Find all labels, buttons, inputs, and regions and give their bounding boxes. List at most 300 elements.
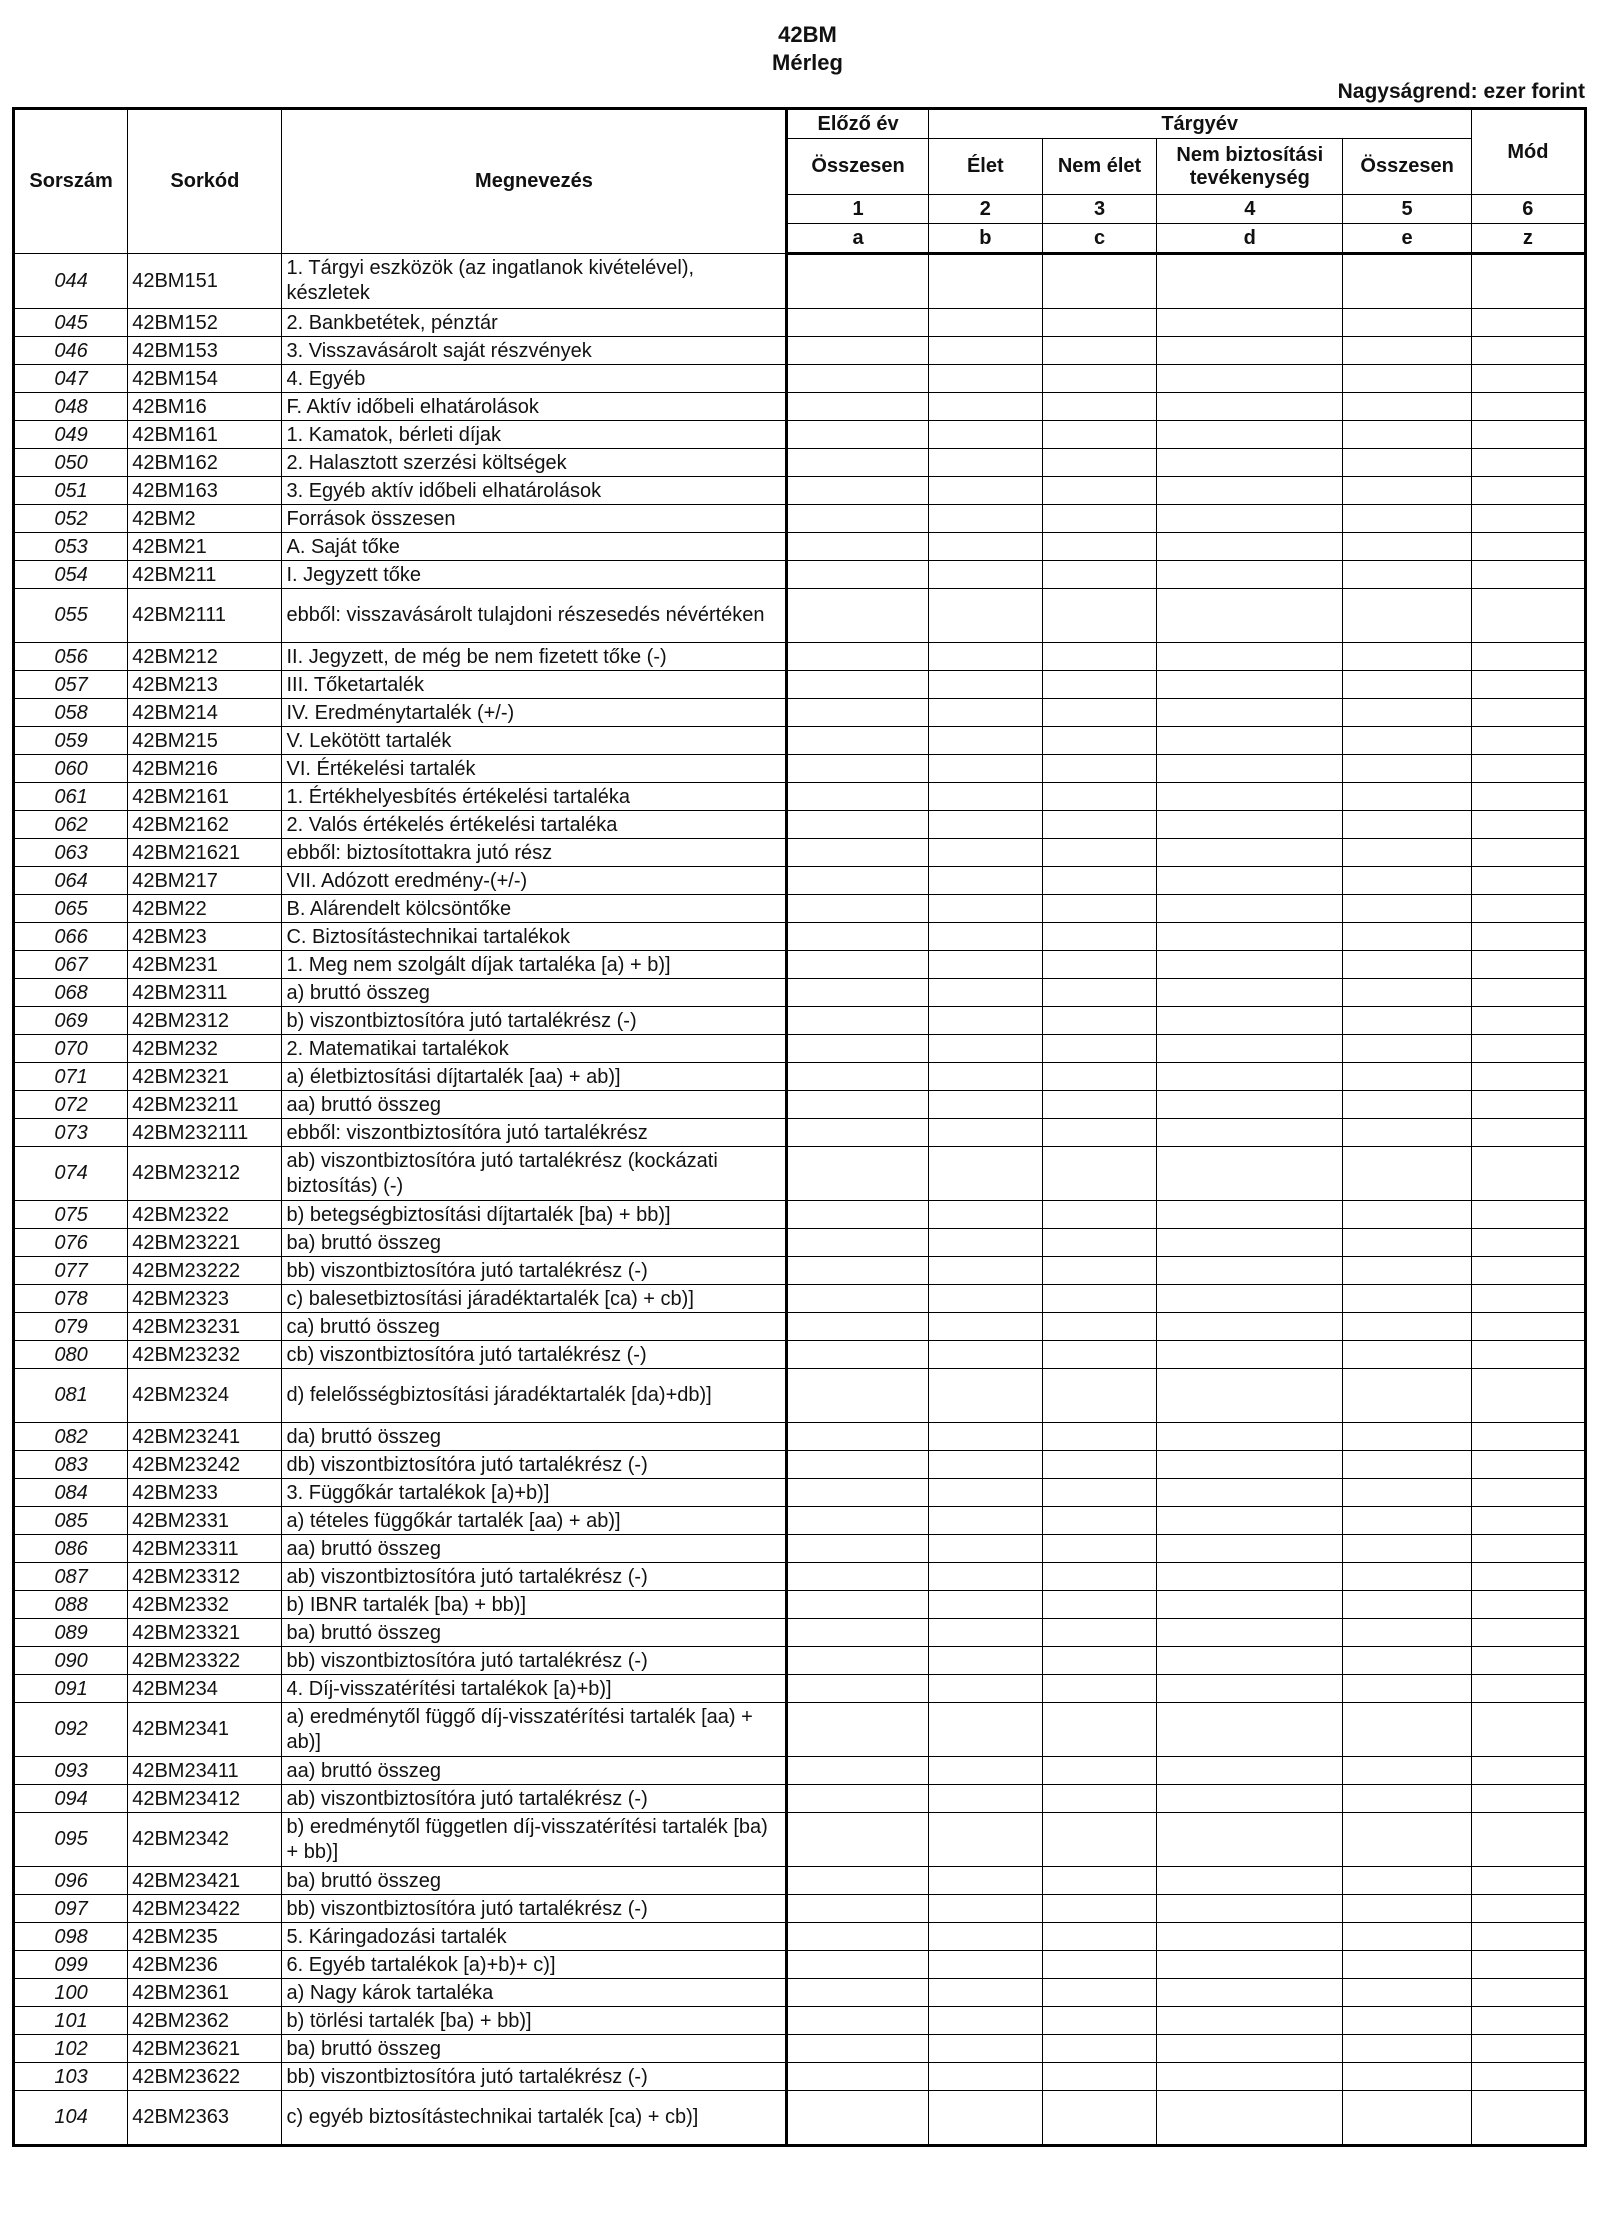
nem-elet-cell[interactable] <box>1042 923 1156 951</box>
cur-osszesen-cell[interactable] <box>1343 1757 1471 1785</box>
nem-bizt-cell[interactable] <box>1157 699 1343 727</box>
mod-cell[interactable] <box>1471 589 1585 643</box>
nem-bizt-cell[interactable] <box>1157 1675 1343 1703</box>
cur-osszesen-cell[interactable] <box>1343 1285 1471 1313</box>
prev-osszesen-cell[interactable] <box>787 1785 928 1813</box>
prev-osszesen-cell[interactable] <box>787 477 928 505</box>
elet-cell[interactable] <box>928 1619 1042 1647</box>
cur-osszesen-cell[interactable] <box>1343 2007 1471 2035</box>
prev-osszesen-cell[interactable] <box>787 1451 928 1479</box>
nem-elet-cell[interactable] <box>1042 1563 1156 1591</box>
prev-osszesen-cell[interactable] <box>787 393 928 421</box>
nem-elet-cell[interactable] <box>1042 1035 1156 1063</box>
nem-elet-cell[interactable] <box>1042 1951 1156 1979</box>
prev-osszesen-cell[interactable] <box>787 783 928 811</box>
mod-cell[interactable] <box>1471 1923 1585 1951</box>
cur-osszesen-cell[interactable] <box>1343 309 1471 337</box>
nem-bizt-cell[interactable] <box>1157 1119 1343 1147</box>
nem-elet-cell[interactable] <box>1042 589 1156 643</box>
prev-osszesen-cell[interactable] <box>787 505 928 533</box>
nem-elet-cell[interactable] <box>1042 671 1156 699</box>
prev-osszesen-cell[interactable] <box>787 1675 928 1703</box>
mod-cell[interactable] <box>1471 1591 1585 1619</box>
mod-cell[interactable] <box>1471 533 1585 561</box>
nem-bizt-cell[interactable] <box>1157 783 1343 811</box>
prev-osszesen-cell[interactable] <box>787 533 928 561</box>
mod-cell[interactable] <box>1471 365 1585 393</box>
mod-cell[interactable] <box>1471 1007 1585 1035</box>
mod-cell[interactable] <box>1471 477 1585 505</box>
elet-cell[interactable] <box>928 1091 1042 1119</box>
elet-cell[interactable] <box>928 561 1042 589</box>
cur-osszesen-cell[interactable] <box>1343 699 1471 727</box>
mod-cell[interactable] <box>1471 1895 1585 1923</box>
nem-elet-cell[interactable] <box>1042 2007 1156 2035</box>
prev-osszesen-cell[interactable] <box>787 979 928 1007</box>
nem-elet-cell[interactable] <box>1042 839 1156 867</box>
elet-cell[interactable] <box>928 839 1042 867</box>
cur-osszesen-cell[interactable] <box>1343 1369 1471 1423</box>
mod-cell[interactable] <box>1471 867 1585 895</box>
nem-bizt-cell[interactable] <box>1157 365 1343 393</box>
prev-osszesen-cell[interactable] <box>787 1035 928 1063</box>
mod-cell[interactable] <box>1471 1147 1585 1201</box>
prev-osszesen-cell[interactable] <box>787 1647 928 1675</box>
elet-cell[interactable] <box>928 337 1042 365</box>
mod-cell[interactable] <box>1471 1285 1585 1313</box>
prev-osszesen-cell[interactable] <box>787 699 928 727</box>
nem-elet-cell[interactable] <box>1042 1147 1156 1201</box>
prev-osszesen-cell[interactable] <box>787 1007 928 1035</box>
nem-elet-cell[interactable] <box>1042 449 1156 477</box>
prev-osszesen-cell[interactable] <box>787 895 928 923</box>
cur-osszesen-cell[interactable] <box>1343 1035 1471 1063</box>
nem-elet-cell[interactable] <box>1042 867 1156 895</box>
cur-osszesen-cell[interactable] <box>1343 254 1471 309</box>
cur-osszesen-cell[interactable] <box>1343 1563 1471 1591</box>
nem-bizt-cell[interactable] <box>1157 2035 1343 2063</box>
prev-osszesen-cell[interactable] <box>787 1895 928 1923</box>
elet-cell[interactable] <box>928 477 1042 505</box>
prev-osszesen-cell[interactable] <box>787 1757 928 1785</box>
elet-cell[interactable] <box>928 1369 1042 1423</box>
nem-bizt-cell[interactable] <box>1157 1035 1343 1063</box>
mod-cell[interactable] <box>1471 1229 1585 1257</box>
cur-osszesen-cell[interactable] <box>1343 811 1471 839</box>
prev-osszesen-cell[interactable] <box>787 951 928 979</box>
prev-osszesen-cell[interactable] <box>787 2091 928 2146</box>
mod-cell[interactable] <box>1471 2091 1585 2146</box>
prev-osszesen-cell[interactable] <box>787 1369 928 1423</box>
mod-cell[interactable] <box>1471 1813 1585 1867</box>
mod-cell[interactable] <box>1471 1619 1585 1647</box>
mod-cell[interactable] <box>1471 505 1585 533</box>
mod-cell[interactable] <box>1471 309 1585 337</box>
nem-elet-cell[interactable] <box>1042 1647 1156 1675</box>
cur-osszesen-cell[interactable] <box>1343 1007 1471 1035</box>
nem-bizt-cell[interactable] <box>1157 393 1343 421</box>
nem-elet-cell[interactable] <box>1042 505 1156 533</box>
nem-bizt-cell[interactable] <box>1157 1507 1343 1535</box>
elet-cell[interactable] <box>928 1451 1042 1479</box>
nem-bizt-cell[interactable] <box>1157 1619 1343 1647</box>
mod-cell[interactable] <box>1471 2035 1585 2063</box>
prev-osszesen-cell[interactable] <box>787 2007 928 2035</box>
nem-elet-cell[interactable] <box>1042 1285 1156 1313</box>
nem-bizt-cell[interactable] <box>1157 1785 1343 1813</box>
nem-elet-cell[interactable] <box>1042 1257 1156 1285</box>
mod-cell[interactable] <box>1471 1647 1585 1675</box>
prev-osszesen-cell[interactable] <box>787 1091 928 1119</box>
cur-osszesen-cell[interactable] <box>1343 1063 1471 1091</box>
mod-cell[interactable] <box>1471 811 1585 839</box>
nem-elet-cell[interactable] <box>1042 1313 1156 1341</box>
prev-osszesen-cell[interactable] <box>787 1591 928 1619</box>
nem-bizt-cell[interactable] <box>1157 533 1343 561</box>
elet-cell[interactable] <box>928 589 1042 643</box>
cur-osszesen-cell[interactable] <box>1343 895 1471 923</box>
nem-bizt-cell[interactable] <box>1157 811 1343 839</box>
prev-osszesen-cell[interactable] <box>787 1923 928 1951</box>
mod-cell[interactable] <box>1471 254 1585 309</box>
elet-cell[interactable] <box>928 1895 1042 1923</box>
prev-osszesen-cell[interactable] <box>787 1313 928 1341</box>
elet-cell[interactable] <box>928 505 1042 533</box>
elet-cell[interactable] <box>928 1785 1042 1813</box>
elet-cell[interactable] <box>928 2091 1042 2146</box>
nem-bizt-cell[interactable] <box>1157 1451 1343 1479</box>
nem-bizt-cell[interactable] <box>1157 254 1343 309</box>
elet-cell[interactable] <box>928 533 1042 561</box>
nem-bizt-cell[interactable] <box>1157 643 1343 671</box>
elet-cell[interactable] <box>928 449 1042 477</box>
nem-elet-cell[interactable] <box>1042 811 1156 839</box>
cur-osszesen-cell[interactable] <box>1343 2091 1471 2146</box>
nem-bizt-cell[interactable] <box>1157 839 1343 867</box>
cur-osszesen-cell[interactable] <box>1343 951 1471 979</box>
elet-cell[interactable] <box>928 393 1042 421</box>
mod-cell[interactable] <box>1471 951 1585 979</box>
nem-bizt-cell[interactable] <box>1157 1563 1343 1591</box>
prev-osszesen-cell[interactable] <box>787 839 928 867</box>
elet-cell[interactable] <box>928 923 1042 951</box>
nem-elet-cell[interactable] <box>1042 1675 1156 1703</box>
cur-osszesen-cell[interactable] <box>1343 1423 1471 1451</box>
cur-osszesen-cell[interactable] <box>1343 1201 1471 1229</box>
prev-osszesen-cell[interactable] <box>787 1285 928 1313</box>
nem-bizt-cell[interactable] <box>1157 923 1343 951</box>
prev-osszesen-cell[interactable] <box>787 727 928 755</box>
nem-elet-cell[interactable] <box>1042 1703 1156 1757</box>
cur-osszesen-cell[interactable] <box>1343 1591 1471 1619</box>
mod-cell[interactable] <box>1471 1951 1585 1979</box>
prev-osszesen-cell[interactable] <box>787 449 928 477</box>
prev-osszesen-cell[interactable] <box>787 1063 928 1091</box>
cur-osszesen-cell[interactable] <box>1343 533 1471 561</box>
prev-osszesen-cell[interactable] <box>787 755 928 783</box>
mod-cell[interactable] <box>1471 1507 1585 1535</box>
nem-elet-cell[interactable] <box>1042 643 1156 671</box>
nem-bizt-cell[interactable] <box>1157 1895 1343 1923</box>
mod-cell[interactable] <box>1471 1979 1585 2007</box>
elet-cell[interactable] <box>928 1257 1042 1285</box>
prev-osszesen-cell[interactable] <box>787 1201 928 1229</box>
cur-osszesen-cell[interactable] <box>1343 449 1471 477</box>
cur-osszesen-cell[interactable] <box>1343 979 1471 1007</box>
cur-osszesen-cell[interactable] <box>1343 337 1471 365</box>
elet-cell[interactable] <box>928 1479 1042 1507</box>
mod-cell[interactable] <box>1471 2063 1585 2091</box>
mod-cell[interactable] <box>1471 783 1585 811</box>
nem-elet-cell[interactable] <box>1042 254 1156 309</box>
mod-cell[interactable] <box>1471 1757 1585 1785</box>
nem-bizt-cell[interactable] <box>1157 1591 1343 1619</box>
nem-elet-cell[interactable] <box>1042 561 1156 589</box>
cur-osszesen-cell[interactable] <box>1343 1257 1471 1285</box>
cur-osszesen-cell[interactable] <box>1343 561 1471 589</box>
prev-osszesen-cell[interactable] <box>787 589 928 643</box>
nem-elet-cell[interactable] <box>1042 1229 1156 1257</box>
nem-bizt-cell[interactable] <box>1157 671 1343 699</box>
nem-bizt-cell[interactable] <box>1157 979 1343 1007</box>
nem-bizt-cell[interactable] <box>1157 1979 1343 2007</box>
prev-osszesen-cell[interactable] <box>787 1119 928 1147</box>
prev-osszesen-cell[interactable] <box>787 365 928 393</box>
elet-cell[interactable] <box>928 1201 1042 1229</box>
elet-cell[interactable] <box>928 1007 1042 1035</box>
prev-osszesen-cell[interactable] <box>787 811 928 839</box>
nem-bizt-cell[interactable] <box>1157 727 1343 755</box>
nem-elet-cell[interactable] <box>1042 1535 1156 1563</box>
nem-elet-cell[interactable] <box>1042 477 1156 505</box>
prev-osszesen-cell[interactable] <box>787 2035 928 2063</box>
mod-cell[interactable] <box>1471 1563 1585 1591</box>
nem-bizt-cell[interactable] <box>1157 1229 1343 1257</box>
mod-cell[interactable] <box>1471 643 1585 671</box>
cur-osszesen-cell[interactable] <box>1343 1951 1471 1979</box>
cur-osszesen-cell[interactable] <box>1343 727 1471 755</box>
nem-bizt-cell[interactable] <box>1157 1341 1343 1369</box>
elet-cell[interactable] <box>928 951 1042 979</box>
mod-cell[interactable] <box>1471 699 1585 727</box>
cur-osszesen-cell[interactable] <box>1343 1867 1471 1895</box>
elet-cell[interactable] <box>928 1341 1042 1369</box>
elet-cell[interactable] <box>928 365 1042 393</box>
nem-elet-cell[interactable] <box>1042 365 1156 393</box>
nem-elet-cell[interactable] <box>1042 1619 1156 1647</box>
prev-osszesen-cell[interactable] <box>787 1979 928 2007</box>
nem-elet-cell[interactable] <box>1042 1813 1156 1867</box>
prev-osszesen-cell[interactable] <box>787 1479 928 1507</box>
elet-cell[interactable] <box>928 2035 1042 2063</box>
nem-bizt-cell[interactable] <box>1157 1147 1343 1201</box>
mod-cell[interactable] <box>1471 1867 1585 1895</box>
nem-elet-cell[interactable] <box>1042 2035 1156 2063</box>
prev-osszesen-cell[interactable] <box>787 867 928 895</box>
mod-cell[interactable] <box>1471 421 1585 449</box>
nem-elet-cell[interactable] <box>1042 1785 1156 1813</box>
prev-osszesen-cell[interactable] <box>787 561 928 589</box>
mod-cell[interactable] <box>1471 2007 1585 2035</box>
cur-osszesen-cell[interactable] <box>1343 755 1471 783</box>
cur-osszesen-cell[interactable] <box>1343 1619 1471 1647</box>
cur-osszesen-cell[interactable] <box>1343 365 1471 393</box>
elet-cell[interactable] <box>928 1757 1042 1785</box>
prev-osszesen-cell[interactable] <box>787 1813 928 1867</box>
mod-cell[interactable] <box>1471 979 1585 1007</box>
nem-bizt-cell[interactable] <box>1157 1757 1343 1785</box>
nem-elet-cell[interactable] <box>1042 1369 1156 1423</box>
elet-cell[interactable] <box>928 1229 1042 1257</box>
prev-osszesen-cell[interactable] <box>787 1535 928 1563</box>
mod-cell[interactable] <box>1471 1091 1585 1119</box>
nem-bizt-cell[interactable] <box>1157 1423 1343 1451</box>
nem-bizt-cell[interactable] <box>1157 2007 1343 2035</box>
prev-osszesen-cell[interactable] <box>787 1507 928 1535</box>
cur-osszesen-cell[interactable] <box>1343 1091 1471 1119</box>
mod-cell[interactable] <box>1471 1785 1585 1813</box>
elet-cell[interactable] <box>928 1979 1042 2007</box>
prev-osszesen-cell[interactable] <box>787 1703 928 1757</box>
cur-osszesen-cell[interactable] <box>1343 1813 1471 1867</box>
cur-osszesen-cell[interactable] <box>1343 1451 1471 1479</box>
elet-cell[interactable] <box>928 867 1042 895</box>
mod-cell[interactable] <box>1471 1341 1585 1369</box>
nem-bizt-cell[interactable] <box>1157 895 1343 923</box>
elet-cell[interactable] <box>928 1147 1042 1201</box>
elet-cell[interactable] <box>928 1867 1042 1895</box>
nem-elet-cell[interactable] <box>1042 895 1156 923</box>
prev-osszesen-cell[interactable] <box>787 2063 928 2091</box>
elet-cell[interactable] <box>928 1813 1042 1867</box>
elet-cell[interactable] <box>928 1563 1042 1591</box>
nem-bizt-cell[interactable] <box>1157 1479 1343 1507</box>
cur-osszesen-cell[interactable] <box>1343 2035 1471 2063</box>
nem-elet-cell[interactable] <box>1042 421 1156 449</box>
mod-cell[interactable] <box>1471 1535 1585 1563</box>
cur-osszesen-cell[interactable] <box>1343 839 1471 867</box>
cur-osszesen-cell[interactable] <box>1343 1923 1471 1951</box>
cur-osszesen-cell[interactable] <box>1343 1507 1471 1535</box>
prev-osszesen-cell[interactable] <box>787 1619 928 1647</box>
mod-cell[interactable] <box>1471 1703 1585 1757</box>
mod-cell[interactable] <box>1471 1035 1585 1063</box>
prev-osszesen-cell[interactable] <box>787 923 928 951</box>
nem-bizt-cell[interactable] <box>1157 1201 1343 1229</box>
cur-osszesen-cell[interactable] <box>1343 1535 1471 1563</box>
mod-cell[interactable] <box>1471 839 1585 867</box>
nem-elet-cell[interactable] <box>1042 783 1156 811</box>
cur-osszesen-cell[interactable] <box>1343 1479 1471 1507</box>
nem-bizt-cell[interactable] <box>1157 309 1343 337</box>
mod-cell[interactable] <box>1471 1479 1585 1507</box>
mod-cell[interactable] <box>1471 1063 1585 1091</box>
nem-bizt-cell[interactable] <box>1157 951 1343 979</box>
elet-cell[interactable] <box>928 1923 1042 1951</box>
prev-osszesen-cell[interactable] <box>787 254 928 309</box>
nem-bizt-cell[interactable] <box>1157 1285 1343 1313</box>
elet-cell[interactable] <box>928 1507 1042 1535</box>
prev-osszesen-cell[interactable] <box>787 643 928 671</box>
cur-osszesen-cell[interactable] <box>1343 2063 1471 2091</box>
cur-osszesen-cell[interactable] <box>1343 589 1471 643</box>
nem-bizt-cell[interactable] <box>1157 755 1343 783</box>
nem-elet-cell[interactable] <box>1042 1451 1156 1479</box>
prev-osszesen-cell[interactable] <box>787 1229 928 1257</box>
nem-bizt-cell[interactable] <box>1157 1867 1343 1895</box>
elet-cell[interactable] <box>928 1423 1042 1451</box>
cur-osszesen-cell[interactable] <box>1343 1703 1471 1757</box>
prev-osszesen-cell[interactable] <box>787 1341 928 1369</box>
mod-cell[interactable] <box>1471 895 1585 923</box>
nem-bizt-cell[interactable] <box>1157 1063 1343 1091</box>
cur-osszesen-cell[interactable] <box>1343 1119 1471 1147</box>
nem-elet-cell[interactable] <box>1042 1757 1156 1785</box>
cur-osszesen-cell[interactable] <box>1343 867 1471 895</box>
nem-bizt-cell[interactable] <box>1157 337 1343 365</box>
prev-osszesen-cell[interactable] <box>787 337 928 365</box>
elet-cell[interactable] <box>928 895 1042 923</box>
cur-osszesen-cell[interactable] <box>1343 671 1471 699</box>
nem-bizt-cell[interactable] <box>1157 561 1343 589</box>
nem-elet-cell[interactable] <box>1042 755 1156 783</box>
prev-osszesen-cell[interactable] <box>787 1867 928 1895</box>
cur-osszesen-cell[interactable] <box>1343 421 1471 449</box>
elet-cell[interactable] <box>928 1119 1042 1147</box>
nem-elet-cell[interactable] <box>1042 1007 1156 1035</box>
cur-osszesen-cell[interactable] <box>1343 1341 1471 1369</box>
elet-cell[interactable] <box>928 699 1042 727</box>
prev-osszesen-cell[interactable] <box>787 1147 928 1201</box>
nem-elet-cell[interactable] <box>1042 2091 1156 2146</box>
mod-cell[interactable] <box>1471 1451 1585 1479</box>
elet-cell[interactable] <box>928 309 1042 337</box>
elet-cell[interactable] <box>928 1285 1042 1313</box>
cur-osszesen-cell[interactable] <box>1343 393 1471 421</box>
mod-cell[interactable] <box>1471 337 1585 365</box>
mod-cell[interactable] <box>1471 727 1585 755</box>
cur-osszesen-cell[interactable] <box>1343 923 1471 951</box>
cur-osszesen-cell[interactable] <box>1343 1313 1471 1341</box>
nem-elet-cell[interactable] <box>1042 1063 1156 1091</box>
nem-bizt-cell[interactable] <box>1157 505 1343 533</box>
cur-osszesen-cell[interactable] <box>1343 1147 1471 1201</box>
nem-elet-cell[interactable] <box>1042 699 1156 727</box>
cur-osszesen-cell[interactable] <box>1343 505 1471 533</box>
mod-cell[interactable] <box>1471 449 1585 477</box>
nem-elet-cell[interactable] <box>1042 1979 1156 2007</box>
nem-elet-cell[interactable] <box>1042 1507 1156 1535</box>
nem-elet-cell[interactable] <box>1042 1591 1156 1619</box>
nem-bizt-cell[interactable] <box>1157 1923 1343 1951</box>
nem-bizt-cell[interactable] <box>1157 1369 1343 1423</box>
nem-elet-cell[interactable] <box>1042 1201 1156 1229</box>
prev-osszesen-cell[interactable] <box>787 671 928 699</box>
elet-cell[interactable] <box>928 755 1042 783</box>
mod-cell[interactable] <box>1471 923 1585 951</box>
mod-cell[interactable] <box>1471 1675 1585 1703</box>
nem-bizt-cell[interactable] <box>1157 477 1343 505</box>
nem-elet-cell[interactable] <box>1042 979 1156 1007</box>
prev-osszesen-cell[interactable] <box>787 421 928 449</box>
nem-bizt-cell[interactable] <box>1157 2063 1343 2091</box>
elet-cell[interactable] <box>928 1535 1042 1563</box>
prev-osszesen-cell[interactable] <box>787 1563 928 1591</box>
nem-elet-cell[interactable] <box>1042 727 1156 755</box>
elet-cell[interactable] <box>928 671 1042 699</box>
elet-cell[interactable] <box>928 1675 1042 1703</box>
nem-bizt-cell[interactable] <box>1157 589 1343 643</box>
